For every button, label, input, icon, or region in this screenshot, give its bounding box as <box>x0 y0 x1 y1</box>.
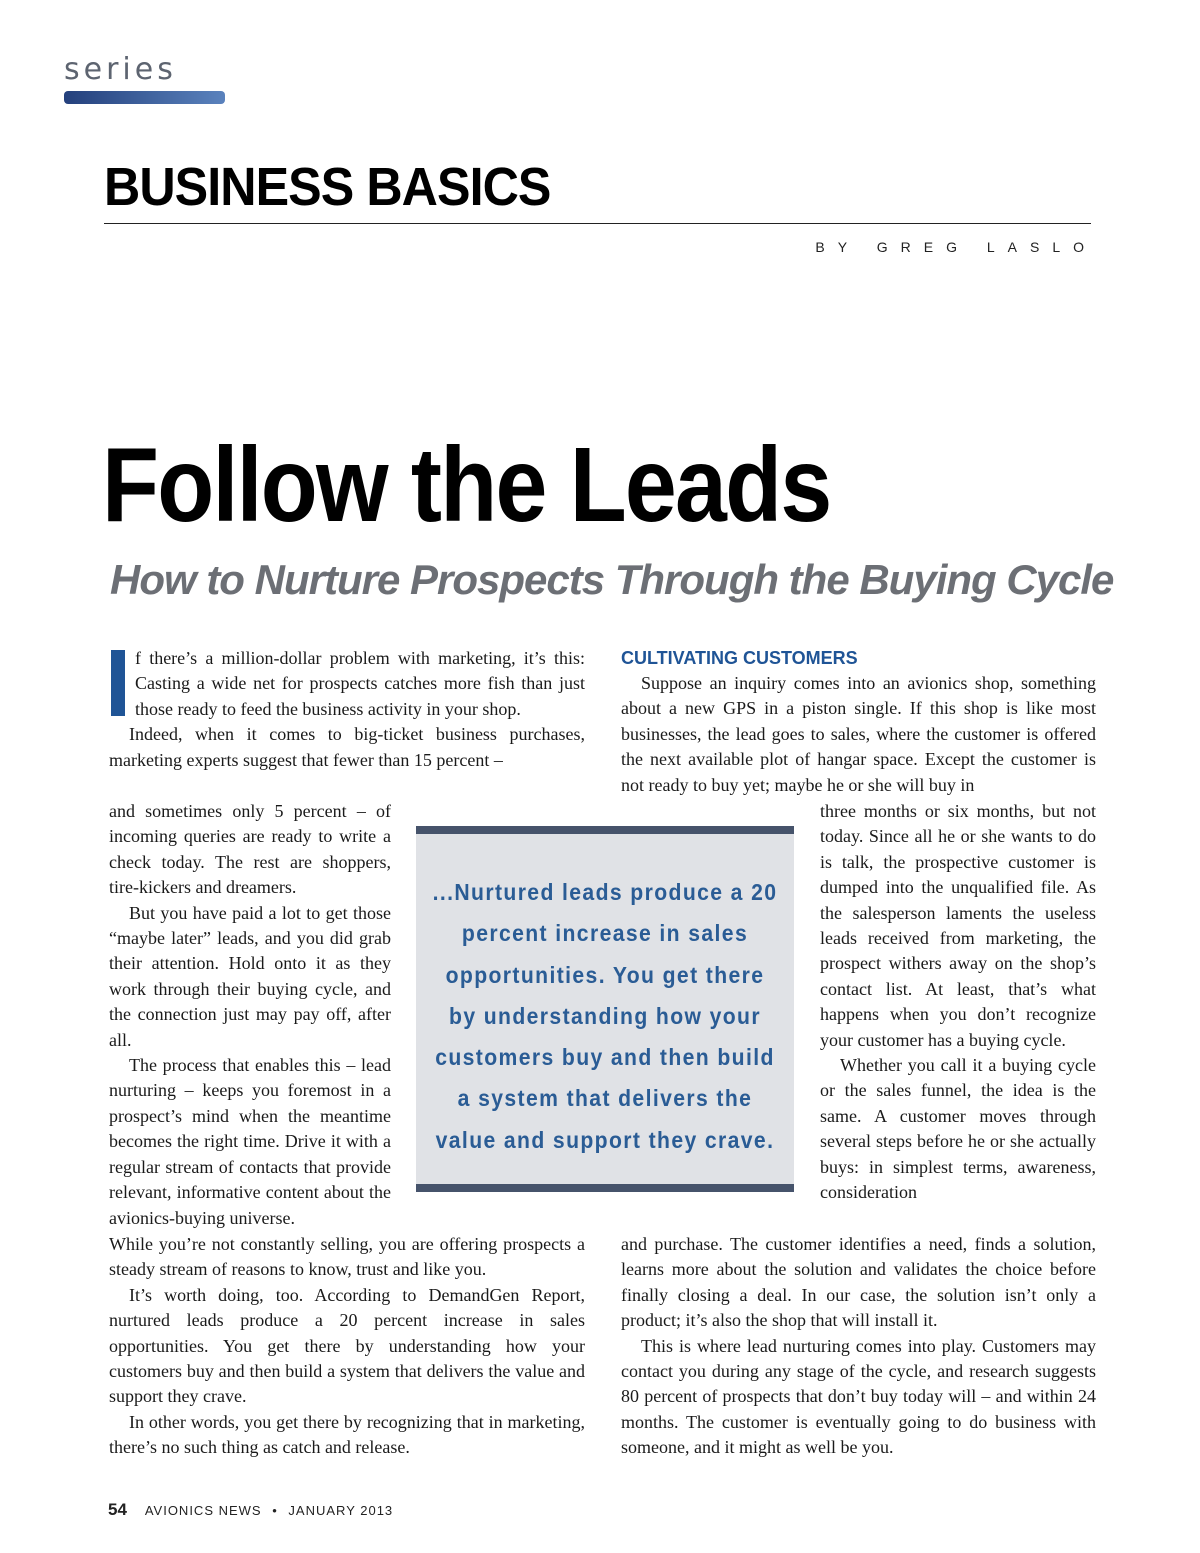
header-rule <box>104 223 1091 224</box>
paragraph: and sometimes only 5 percent – of incoming queries are ready to write a check today. The rest are shoppers, tire-kickers and dreamers. <box>109 801 391 898</box>
series-bar <box>64 91 225 104</box>
pull-quote-box <box>416 826 794 1192</box>
page-number: 54 <box>108 1500 127 1519</box>
paragraph: But you have paid a lot to get those “maybe later” leads, and you did grab their attention. Hold onto it as they work through their buying cycle, and the connection just may pay off, after all. <box>109 902 391 1050</box>
page-footer <box>108 1500 393 1520</box>
left-column-bottom <box>109 1232 585 1461</box>
paragraph: Indeed, when it comes to big-ticket business purchases, marketing experts suggest that fewer than 15 percent – <box>109 724 585 770</box>
issue-date: JANUARY 2013 <box>288 1503 394 1518</box>
section-heading: CULTIVATING CUSTOMERS <box>621 648 858 668</box>
footer-separator: • <box>272 1503 278 1518</box>
byline: BY GREG LASLO <box>815 239 1097 255</box>
paragraph: Whether you call it a buying cycle or the sales funnel, the idea is the same. A customer moves through several steps before he or she actually buys: in simplest terms, awareness, consideration <box>820 1055 1096 1203</box>
paragraph: Suppose an inquiry comes into an avionics shop, something about a new GPS in a piston single. If this shop is like most businesses, the lead goes to sales, where the customer is offered the next available plot of hangar space. Except the customer is not ready to buy yet; maybe he or she will buy in <box>621 673 1096 795</box>
paragraph: The process that enables this – lead nurturing – keeps you foremost in a prospect’s mind when the meantime becomes the right time. Drive it with a regular stream of contacts that provide relevant, informative content about the avionics-buying universe. <box>109 1055 391 1228</box>
paragraph: three months or six months, but not today. Since all he or she wants to do is talk, the prospective customer is dumped into the unqualified file. As the salesperson laments the useless leads received from marketing, the prospect withers away on the shop’s contact list. At least, that’s what happens when you don’t recognize your customer has a buying cycle. <box>820 801 1096 1050</box>
right-column-top <box>621 646 1096 798</box>
left-column-narrow <box>109 799 391 1231</box>
paragraph: While you’re not constantly selling, you are offering prospects a steady stream of reasons to know, trust and like you. <box>109 1234 585 1280</box>
article-subhead: How to Nurture Prospects Through the Buying Cycle <box>110 556 1114 603</box>
series-label: series <box>64 52 177 87</box>
paragraph-opening: f there’s a million-dollar problem with marketing, it’s this: Casting a wide net for prospects catches more fish than just those ready to feed the business activity in your shop. <box>109 646 585 722</box>
paragraph: It’s worth doing, too. According to DemandGen Report, nurtured leads produce a 20 percent increase in sales opportunities. You get there by understanding how your customers buy and then build a system that delivers the value and support they crave. <box>109 1284 585 1407</box>
drop-cap <box>111 650 125 716</box>
article-headline: Follow the Leads <box>102 426 831 544</box>
paragraph: In other words, you get there by recognizing that in marketing, there’s no such thing as catch and release. <box>109 1411 585 1458</box>
pull-quote-text: ...Nurtured leads produce a 20 percent increase in sales opportunities. You get there by understanding how your customers buy and then build a system that delivers the value and support they crave. <box>432 879 778 1153</box>
publication-name: AVIONICS NEWS <box>144 1503 262 1518</box>
section-kicker: BUSINESS BASICS <box>104 157 551 217</box>
paragraph: and purchase. The customer identifies a need, finds a solution, learns more about the solution and validates the choice before finally closing a deal. In our case, the solution isn’t only a product; it’s also the shop that will install it. <box>621 1234 1096 1331</box>
right-column-bottom <box>621 1232 1096 1461</box>
paragraph: This is where lead nurturing comes into play. Customers may contact you during any stage of the cycle, and research suggests 80 percent of prospects that don’t buy today will – and within 24 months. The customer is eventually going to do business with someone, and it might as well be you. <box>621 1335 1096 1458</box>
right-column-narrow <box>820 799 1096 1206</box>
left-column-top <box>109 646 585 773</box>
